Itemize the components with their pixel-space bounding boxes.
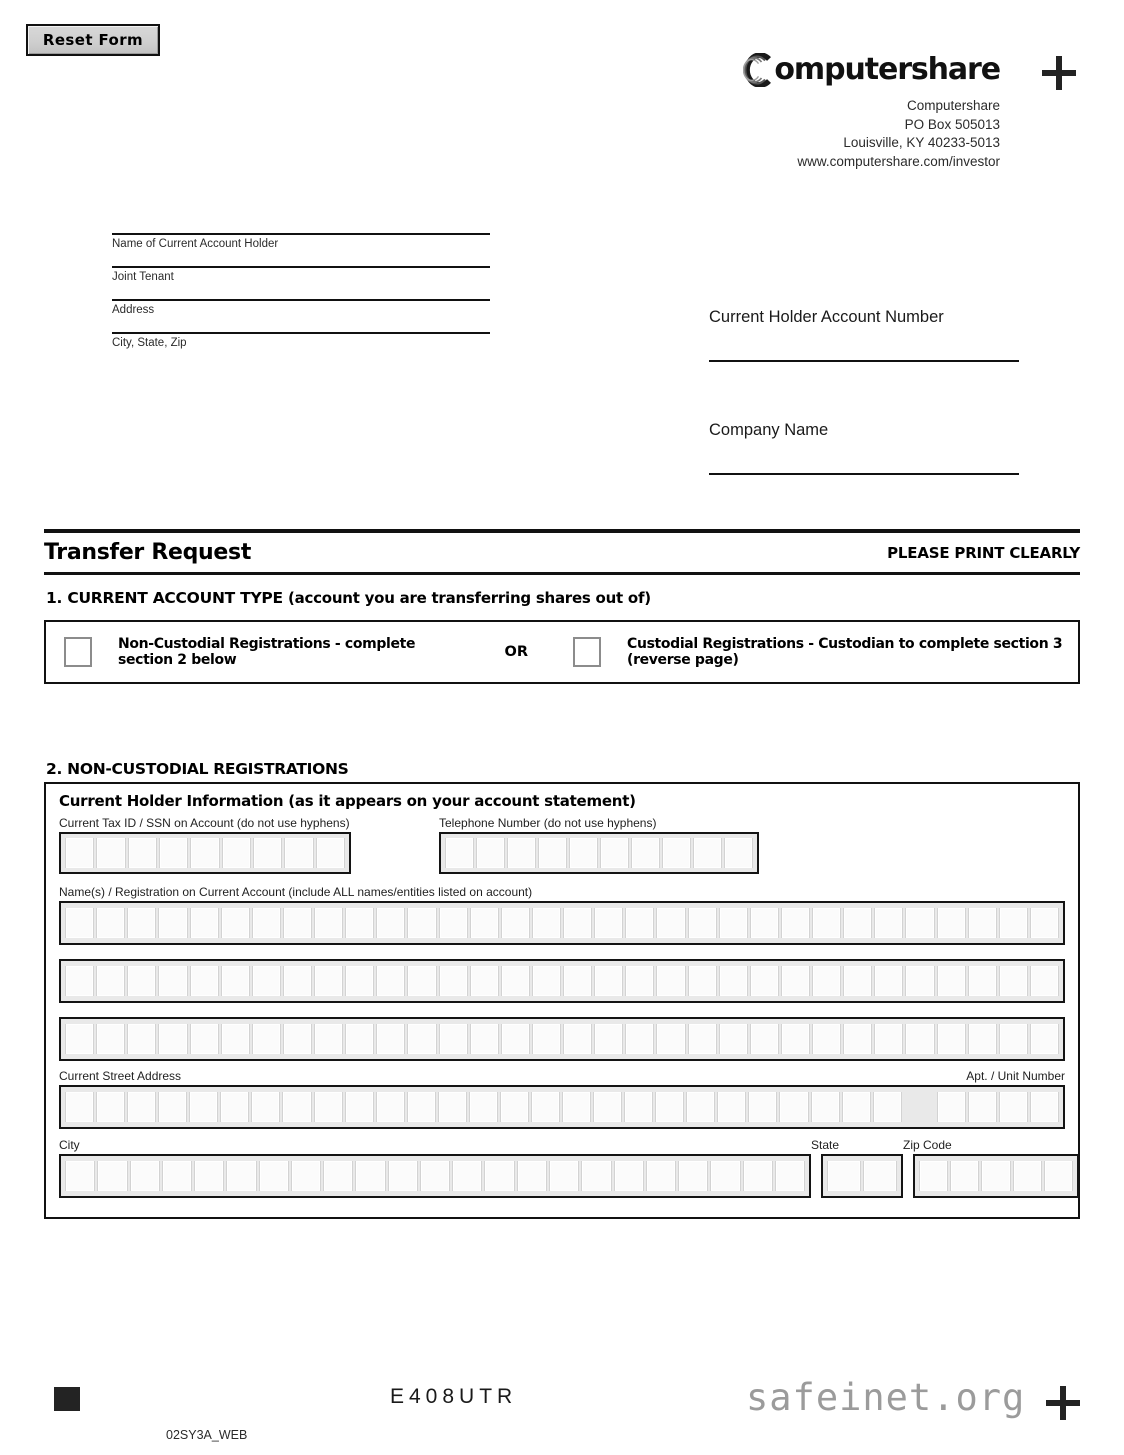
comb-cell[interactable] [283, 966, 312, 996]
comb-cell[interactable] [469, 1092, 498, 1122]
comb-cell[interactable] [259, 1161, 289, 1191]
comb-cell[interactable] [65, 1161, 95, 1191]
comb-cell[interactable] [438, 1092, 467, 1122]
comb-cell[interactable] [625, 966, 654, 996]
comb-cell[interactable] [743, 1161, 773, 1191]
names-input-row-1[interactable] [59, 901, 1065, 945]
names-input-row-2[interactable] [59, 959, 1065, 1003]
brand-block [700, 50, 1000, 171]
comb-cell[interactable] [937, 966, 966, 996]
comb-cell[interactable] [376, 908, 405, 938]
comb-cell[interactable] [563, 908, 592, 938]
comb-cell[interactable] [316, 838, 345, 868]
comb-cell[interactable] [252, 966, 281, 996]
telephone-input[interactable] [439, 832, 759, 874]
holder-name-field[interactable] [112, 233, 490, 266]
comb-cell[interactable] [811, 1092, 840, 1122]
comb-cell[interactable] [407, 966, 436, 996]
comb-cell[interactable] [345, 908, 374, 938]
comb-cell[interactable] [563, 1024, 592, 1054]
comb-cell[interactable] [159, 838, 188, 868]
comb-cell[interactable] [656, 1024, 685, 1054]
taxid-phone-row [59, 816, 1065, 874]
comb-cell[interactable] [562, 1092, 591, 1122]
comb-cell[interactable] [693, 838, 722, 868]
comb-cell[interactable] [748, 1092, 777, 1122]
tax-id-input[interactable] [59, 832, 351, 874]
comb-cell[interactable] [190, 966, 219, 996]
non-custodial-checkbox[interactable] [64, 637, 92, 667]
comb-cell[interactable] [420, 1161, 450, 1191]
computershare-c-icon [743, 53, 773, 87]
city-state-zip-field[interactable] [112, 332, 490, 365]
comb-cell[interactable] [376, 1092, 405, 1122]
comb-cell[interactable] [655, 1092, 684, 1122]
comb-cell[interactable] [130, 1161, 160, 1191]
comb-cell[interactable] [750, 908, 779, 938]
comb-cell[interactable] [594, 966, 623, 996]
comb-cell[interactable] [581, 1161, 611, 1191]
watermark: safeinet.org [746, 1376, 1026, 1419]
comb-cell[interactable] [158, 1024, 187, 1054]
comb-cell[interactable] [220, 1092, 249, 1122]
comb-cell[interactable] [812, 1024, 841, 1054]
comb-cell[interactable] [624, 1092, 653, 1122]
names-registration-label: Name(s) / Registration on Current Account (include ALL names/entities listed on account) [59, 885, 533, 899]
company-name-label: Company Name [709, 421, 829, 439]
comb-cell[interactable] [65, 966, 94, 996]
comb-cell[interactable] [323, 1161, 353, 1191]
comb-cell[interactable] [190, 908, 219, 938]
comb-cell[interactable] [345, 1024, 374, 1054]
non-custodial-registrations-box [44, 782, 1080, 1219]
comb-cell[interactable] [874, 1024, 903, 1054]
comb-cell[interactable] [190, 838, 219, 868]
comb-cell[interactable] [314, 1092, 343, 1122]
section-1-subtitle: (account you are transferring shares out of) [288, 589, 651, 607]
comb-cell[interactable] [284, 838, 313, 868]
comb-cell[interactable] [563, 966, 592, 996]
comb-cell[interactable] [314, 966, 343, 996]
telephone-label: Telephone Number (do not use hyphens) [439, 816, 657, 830]
comb-cell[interactable] [282, 1092, 311, 1122]
form-revision-code: 02SY3A_WEB [166, 1428, 248, 1442]
comb-cell[interactable] [355, 1161, 385, 1191]
comb-cell[interactable] [781, 1024, 810, 1054]
comb-cell[interactable] [1030, 966, 1059, 996]
comb-cell[interactable] [222, 838, 251, 868]
city-state-zip-label: City, State, Zip [112, 337, 187, 349]
company-website: www.computershare.com/investor [797, 153, 1000, 169]
form-code: E408UTR [390, 1385, 518, 1408]
account-number-rule [709, 360, 1019, 362]
comb-cell[interactable] [194, 1161, 224, 1191]
comb-cell[interactable] [376, 966, 405, 996]
print-clearly-note: PLEASE PRINT CLEARLY [887, 543, 1080, 562]
apt-comb-cell[interactable] [999, 1092, 1028, 1122]
account-type-box [44, 620, 1080, 684]
or-separator-label: OR [504, 644, 529, 660]
holder-address-block [112, 233, 490, 365]
comb-cell[interactable] [484, 1161, 514, 1191]
comb-cell[interactable] [631, 838, 660, 868]
city-input[interactable] [59, 1154, 811, 1198]
city-label: City [59, 1138, 80, 1152]
apt-unit-label: Apt. / Unit Number [966, 1069, 1065, 1083]
comb-cell[interactable] [158, 908, 187, 938]
comb-cell[interactable] [905, 966, 934, 996]
comb-cell[interactable] [388, 1161, 418, 1191]
comb-cell[interactable] [937, 1024, 966, 1054]
transfer-request-band [44, 529, 1080, 575]
apt-comb-cell[interactable] [937, 1092, 966, 1122]
comb-cell[interactable] [719, 908, 748, 938]
comb-cell[interactable] [968, 908, 997, 938]
names-input-row-3[interactable] [59, 1017, 1065, 1061]
comb-cell[interactable] [345, 1092, 374, 1122]
comb-cell[interactable] [470, 1024, 499, 1054]
comb-cell[interactable] [314, 908, 343, 938]
comb-cell[interactable] [999, 966, 1028, 996]
comb-cell[interactable] [688, 966, 717, 996]
comb-cell[interactable] [252, 1024, 281, 1054]
comb-cell[interactable] [614, 1161, 644, 1191]
comb-cell[interactable] [439, 966, 468, 996]
comb-cell[interactable] [827, 1161, 861, 1191]
company-address-line: PO Box 505013 [904, 116, 1000, 132]
joint-tenant-field[interactable] [112, 266, 490, 299]
company-name-rule [709, 473, 1019, 475]
comb-cell[interactable] [532, 966, 561, 996]
comb-cell[interactable] [96, 838, 125, 868]
comb-cell[interactable] [65, 1092, 94, 1122]
comb-cell[interactable] [678, 1161, 708, 1191]
reset-form-button[interactable] [26, 24, 160, 56]
comb-cell[interactable] [779, 1092, 808, 1122]
apt-comb-cell[interactable] [968, 1092, 997, 1122]
comb-cell[interactable] [874, 966, 903, 996]
comb-cell[interactable] [646, 1161, 676, 1191]
section-1-heading [46, 589, 651, 607]
comb-cell[interactable] [532, 908, 561, 938]
comb-cell[interactable] [719, 966, 748, 996]
comb-cell[interactable] [625, 908, 654, 938]
comb-cell[interactable] [919, 1161, 948, 1191]
comb-cell[interactable] [781, 966, 810, 996]
crop-mark-icon [1046, 1386, 1080, 1420]
comb-cell[interactable] [600, 838, 629, 868]
comb-cell[interactable] [221, 966, 250, 996]
comb-cell[interactable] [96, 966, 125, 996]
comb-cell[interactable] [874, 908, 903, 938]
comb-cell[interactable] [283, 1024, 312, 1054]
comb-cell[interactable] [781, 908, 810, 938]
page-title: Transfer Request [44, 540, 252, 565]
section-1-title: CURRENT ACCOUNT TYPE [67, 589, 289, 607]
comb-cell[interactable] [97, 1161, 127, 1191]
zip-code-label: Zip Code [903, 1138, 952, 1152]
comb-cell[interactable] [226, 1161, 256, 1191]
comb-cell[interactable] [812, 966, 841, 996]
comb-cell[interactable] [158, 1092, 187, 1122]
comb-cell[interactable] [842, 1092, 871, 1122]
computershare-wordmark: omputershare [774, 52, 1000, 87]
comb-cell[interactable] [291, 1161, 321, 1191]
comb-cell[interactable] [501, 1024, 530, 1054]
comb-cell[interactable] [710, 1161, 740, 1191]
comb-cell[interactable] [750, 1024, 779, 1054]
comb-cell[interactable] [594, 908, 623, 938]
comb-cell[interactable] [532, 1024, 561, 1054]
address-field[interactable] [112, 299, 490, 332]
comb-spacer [904, 1092, 935, 1122]
comb-cell[interactable] [812, 908, 841, 938]
comb-cell[interactable] [625, 1024, 654, 1054]
comb-cell[interactable] [376, 1024, 405, 1054]
comb-cell[interactable] [1044, 1161, 1073, 1191]
reset-form-label: Reset Form [42, 31, 144, 49]
comb-cell[interactable] [968, 1024, 997, 1054]
current-holder-information-subheading: Current Holder Information (as it appears on your account statement) [59, 792, 636, 810]
tax-id-label: Current Tax ID / SSN on Account (do not use hyphens) [59, 816, 350, 830]
comb-cell[interactable] [96, 1092, 125, 1122]
current-holder-account-number-label: Current Holder Account Number [709, 308, 944, 326]
joint-tenant-label: Joint Tenant [112, 271, 174, 283]
comb-cell[interactable] [968, 966, 997, 996]
comb-cell[interactable] [96, 1024, 125, 1054]
company-address-line: Louisville, KY 40233-5013 [843, 135, 1000, 150]
comb-cell[interactable] [656, 908, 685, 938]
section-1-number: 1. [46, 589, 68, 607]
comb-cell[interactable] [470, 908, 499, 938]
company-name-field[interactable] [709, 421, 1019, 475]
comb-cell[interactable] [221, 908, 250, 938]
comb-cell[interactable] [65, 908, 94, 938]
comb-cell[interactable] [569, 838, 598, 868]
comb-cell[interactable] [999, 1024, 1028, 1054]
comb-cell[interactable] [127, 908, 156, 938]
comb-cell[interactable] [686, 1092, 715, 1122]
comb-cell[interactable] [476, 838, 505, 868]
comb-cell[interactable] [253, 838, 282, 868]
comb-cell[interactable] [128, 838, 157, 868]
section-2-heading: 2. NON-CUSTODIAL REGISTRATIONS [46, 760, 349, 778]
comb-cell[interactable] [507, 838, 536, 868]
state-input[interactable] [821, 1154, 903, 1198]
comb-cell[interactable] [905, 908, 934, 938]
comb-cell[interactable] [1013, 1161, 1042, 1191]
comb-cell[interactable] [65, 838, 94, 868]
company-address-line: Computershare [906, 98, 1000, 113]
comb-cell[interactable] [452, 1161, 482, 1191]
comb-cell[interactable] [981, 1161, 1010, 1191]
computershare-logo [700, 50, 1000, 90]
comb-cell[interactable] [158, 966, 187, 996]
comb-cell[interactable] [662, 838, 691, 868]
comb-cell[interactable] [407, 1024, 436, 1054]
comb-cell[interactable] [719, 1024, 748, 1054]
registration-mark-icon [54, 1387, 80, 1411]
comb-cell[interactable] [251, 1092, 280, 1122]
comb-cell[interactable] [189, 1092, 218, 1122]
comb-cell[interactable] [439, 908, 468, 938]
comb-cell[interactable] [162, 1161, 192, 1191]
comb-cell[interactable] [724, 838, 753, 868]
comb-cell[interactable] [470, 966, 499, 996]
comb-cell[interactable] [65, 1024, 94, 1054]
comb-cell[interactable] [407, 1092, 436, 1122]
street-address-label: Current Street Address [59, 1069, 182, 1083]
comb-cell[interactable] [127, 966, 156, 996]
custodial-checkbox[interactable] [573, 637, 601, 667]
comb-cell[interactable] [190, 1024, 219, 1054]
state-label: State [811, 1138, 840, 1152]
comb-cell[interactable] [688, 1024, 717, 1054]
comb-cell[interactable] [538, 838, 567, 868]
comb-cell[interactable] [843, 1024, 872, 1054]
comb-cell[interactable] [252, 908, 281, 938]
crop-mark-icon [1042, 56, 1076, 90]
zip-code-input[interactable] [913, 1154, 1079, 1198]
apt-comb-cell[interactable] [1030, 1092, 1059, 1122]
comb-cell[interactable] [937, 908, 966, 938]
comb-cell[interactable] [549, 1161, 579, 1191]
comb-cell[interactable] [717, 1092, 746, 1122]
current-holder-account-number-field[interactable] [709, 308, 1019, 362]
company-address [700, 97, 1000, 171]
comb-cell[interactable] [439, 1024, 468, 1054]
holder-name-label: Name of Current Account Holder [112, 238, 279, 250]
comb-cell[interactable] [531, 1092, 560, 1122]
comb-cell[interactable] [1030, 1024, 1059, 1054]
comb-cell[interactable] [656, 966, 685, 996]
comb-cell[interactable] [594, 1024, 623, 1054]
comb-cell[interactable] [314, 1024, 343, 1054]
non-custodial-label: Non-Custodial Registrations - complete section 2 below [118, 636, 416, 668]
comb-cell[interactable] [517, 1161, 547, 1191]
comb-cell[interactable] [127, 1092, 156, 1122]
comb-cell[interactable] [500, 1092, 529, 1122]
comb-cell[interactable] [501, 908, 530, 938]
comb-cell[interactable] [96, 908, 125, 938]
comb-cell[interactable] [1030, 908, 1059, 938]
comb-cell[interactable] [873, 1092, 902, 1122]
comb-cell[interactable] [407, 908, 436, 938]
comb-cell[interactable] [863, 1161, 897, 1191]
comb-cell[interactable] [445, 838, 474, 868]
street-address-input[interactable] [59, 1085, 1065, 1129]
address-label: Address [112, 304, 155, 316]
comb-cell[interactable] [775, 1161, 805, 1191]
comb-cell[interactable] [221, 1024, 250, 1054]
comb-cell[interactable] [593, 1092, 622, 1122]
comb-cell[interactable] [950, 1161, 979, 1191]
comb-cell[interactable] [127, 1024, 156, 1054]
comb-cell[interactable] [688, 908, 717, 938]
comb-cell[interactable] [999, 908, 1028, 938]
comb-cell[interactable] [905, 1024, 934, 1054]
comb-cell[interactable] [843, 908, 872, 938]
comb-cell[interactable] [750, 966, 779, 996]
comb-cell[interactable] [345, 966, 374, 996]
comb-cell[interactable] [843, 966, 872, 996]
comb-cell[interactable] [283, 908, 312, 938]
comb-cell[interactable] [501, 966, 530, 996]
custodial-label: Custodial Registrations - Custodian to complete section 3 (reverse page) [627, 636, 1063, 668]
